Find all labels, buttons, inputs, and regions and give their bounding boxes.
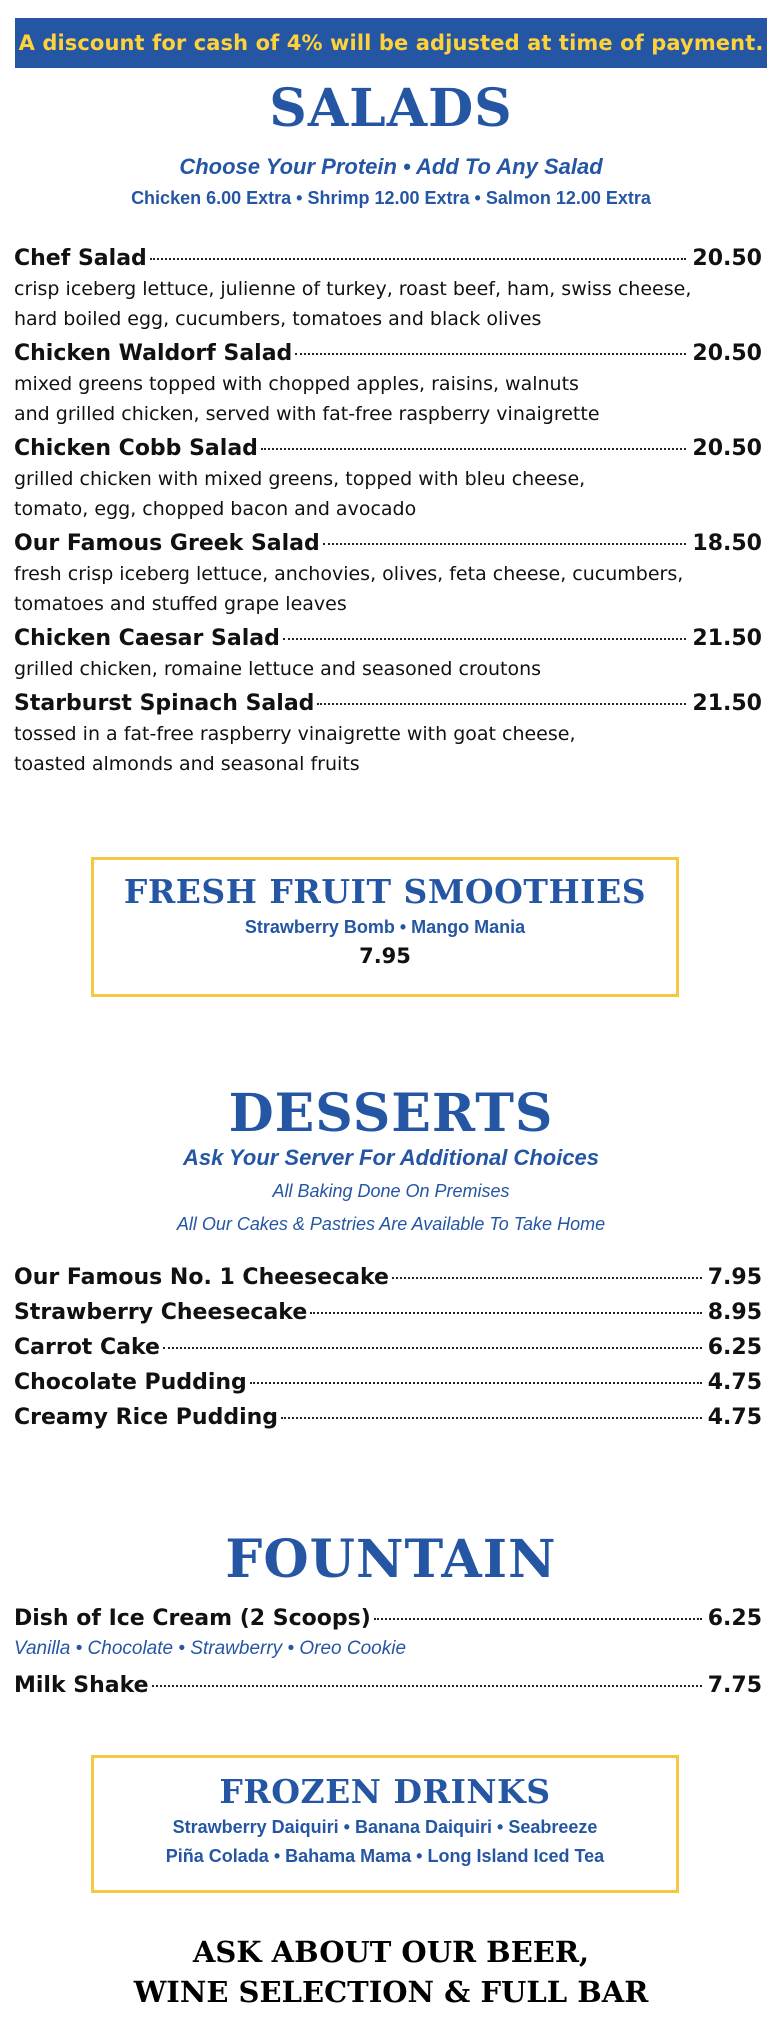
menu-item-chicken-waldorf-salad	[14, 339, 762, 429]
menu-item-carrot-cake	[14, 1333, 762, 1363]
item-price: 4.75	[707, 1405, 762, 1430]
item-name: Chef Salad	[14, 246, 147, 271]
menu-item-dish-of-ice-cream	[14, 1604, 762, 1664]
salads-title: SALADS	[269, 78, 513, 139]
item-description: crisp iceberg lettuce, julienne of turkey, roast beef, ham, swiss cheese,	[14, 278, 692, 300]
frozen-drinks-line2: Piña Colada • Bahama Mama • Long Island Iced Tea	[165, 1846, 605, 1866]
ice-cream-flavors: Vanilla • Chocolate • Strawberry • Oreo Cookie	[14, 1638, 407, 1659]
item-description: grilled chicken, romaine lettuce and seasoned croutons	[14, 658, 542, 680]
leader-dots	[283, 638, 687, 640]
item-description: tomato, egg, chopped bacon and avocado	[14, 498, 417, 520]
menu-item-chicken-caesar-salad	[14, 624, 762, 684]
item-price: 20.50	[692, 436, 762, 461]
menu-item-chef-salad	[14, 244, 762, 334]
smoothies-price: 7.95	[359, 944, 411, 968]
item-description: hard boiled egg, cucumbers, tomatoes and black olives	[14, 308, 542, 330]
item-price: 18.50	[692, 531, 762, 556]
item-description: grilled chicken with mixed greens, topped with bleu cheese,	[14, 468, 586, 490]
leader-dots	[150, 258, 687, 260]
desserts-note-baking: All Baking Done On Premises	[272, 1181, 510, 1201]
item-price: 6.25	[707, 1606, 762, 1631]
cash-discount-banner: A discount for cash of 4% will be adjusted at time of payment.	[15, 18, 767, 68]
leader-dots	[152, 1685, 702, 1687]
item-name: Starburst Spinach Salad	[14, 691, 315, 716]
item-price: 6.25	[707, 1335, 762, 1360]
leader-dots	[281, 1417, 702, 1419]
item-name: Our Famous Greek Salad	[14, 531, 320, 556]
item-description: toasted almonds and seasonal fruits	[14, 753, 360, 775]
menu-item-milk-shake	[14, 1671, 762, 1701]
menu-item-famous-cheesecake	[14, 1263, 762, 1293]
item-name: Dish of Ice Cream (2 Scoops)	[14, 1606, 371, 1631]
item-name: Our Famous No. 1 Cheesecake	[14, 1265, 389, 1290]
item-price: 7.95	[707, 1265, 762, 1290]
menu-item-greek-salad	[14, 529, 762, 619]
fountain-title: FOUNTAIN	[225, 1529, 557, 1590]
leader-dots	[323, 543, 687, 545]
item-description: fresh crisp iceberg lettuce, anchovies, olives, feta cheese, cucumbers,	[14, 563, 684, 585]
item-price: 21.50	[692, 691, 762, 716]
bar-footer-line1: ASK ABOUT OUR BEER,	[192, 1935, 590, 1969]
leader-dots	[310, 1312, 701, 1314]
menu-item-creamy-rice-pudding	[14, 1403, 762, 1433]
item-name: Chocolate Pudding	[14, 1370, 247, 1395]
item-description: tomatoes and stuffed grape leaves	[14, 593, 347, 615]
item-name: Milk Shake	[14, 1673, 149, 1698]
item-price: 8.95	[707, 1300, 762, 1325]
item-name: Strawberry Cheesecake	[14, 1300, 308, 1325]
smoothies-title: FRESH FRUIT SMOOTHIES	[123, 872, 647, 911]
leader-dots	[295, 353, 686, 355]
item-price: 20.50	[692, 246, 762, 271]
item-name: Chicken Waldorf Salad	[14, 341, 293, 366]
salads-protein-extras: Chicken 6.00 Extra • Shrimp 12.00 Extra • Salmon 12.00 Extra	[131, 188, 651, 208]
smoothies-box	[91, 857, 679, 997]
bar-footer-line2: WINE SELECTION & FULL BAR	[133, 1975, 649, 2009]
leader-dots	[317, 703, 686, 705]
menu-item-chocolate-pudding	[14, 1368, 762, 1398]
leader-dots	[250, 1382, 702, 1384]
leader-dots	[261, 448, 686, 450]
leader-dots	[374, 1618, 702, 1620]
item-name: Chicken Cobb Salad	[14, 436, 258, 461]
item-price: 21.50	[692, 626, 762, 651]
item-name: Carrot Cake	[14, 1335, 160, 1360]
item-name: Chicken Caesar Salad	[14, 626, 280, 651]
item-description: and grilled chicken, served with fat-free raspberry vinaigrette	[14, 403, 600, 425]
item-name: Creamy Rice Pudding	[14, 1405, 279, 1430]
frozen-drinks-box	[91, 1755, 679, 1893]
desserts-subtitle: Ask Your Server For Additional Choices	[182, 1145, 600, 1170]
salads-subtitle: Choose Your Protein • Add To Any Salad	[179, 154, 603, 179]
item-price: 20.50	[692, 341, 762, 366]
menu-item-chicken-cobb-salad	[14, 434, 762, 524]
frozen-drinks-line1: Strawberry Daiquiri • Banana Daiquiri • Seabreeze	[172, 1817, 598, 1837]
frozen-drinks-title: FROZEN DRINKS	[219, 1772, 551, 1811]
menu-item-starburst-spinach-salad	[14, 689, 762, 779]
leader-dots	[163, 1347, 702, 1349]
leader-dots	[392, 1277, 702, 1279]
smoothies-flavors: Strawberry Bomb • Mango Mania	[244, 917, 526, 937]
desserts-title: DESSERTS	[228, 1083, 554, 1144]
desserts-note-takehome: All Our Cakes & Pastries Are Available To Take Home	[176, 1214, 606, 1234]
menu-item-strawberry-cheesecake	[14, 1298, 762, 1328]
item-price: 7.75	[707, 1673, 762, 1698]
item-description: tossed in a fat-free raspberry vinaigrette with goat cheese,	[14, 723, 576, 745]
item-price: 4.75	[707, 1370, 762, 1395]
item-description: mixed greens topped with chopped apples, raisins, walnuts	[14, 373, 579, 395]
